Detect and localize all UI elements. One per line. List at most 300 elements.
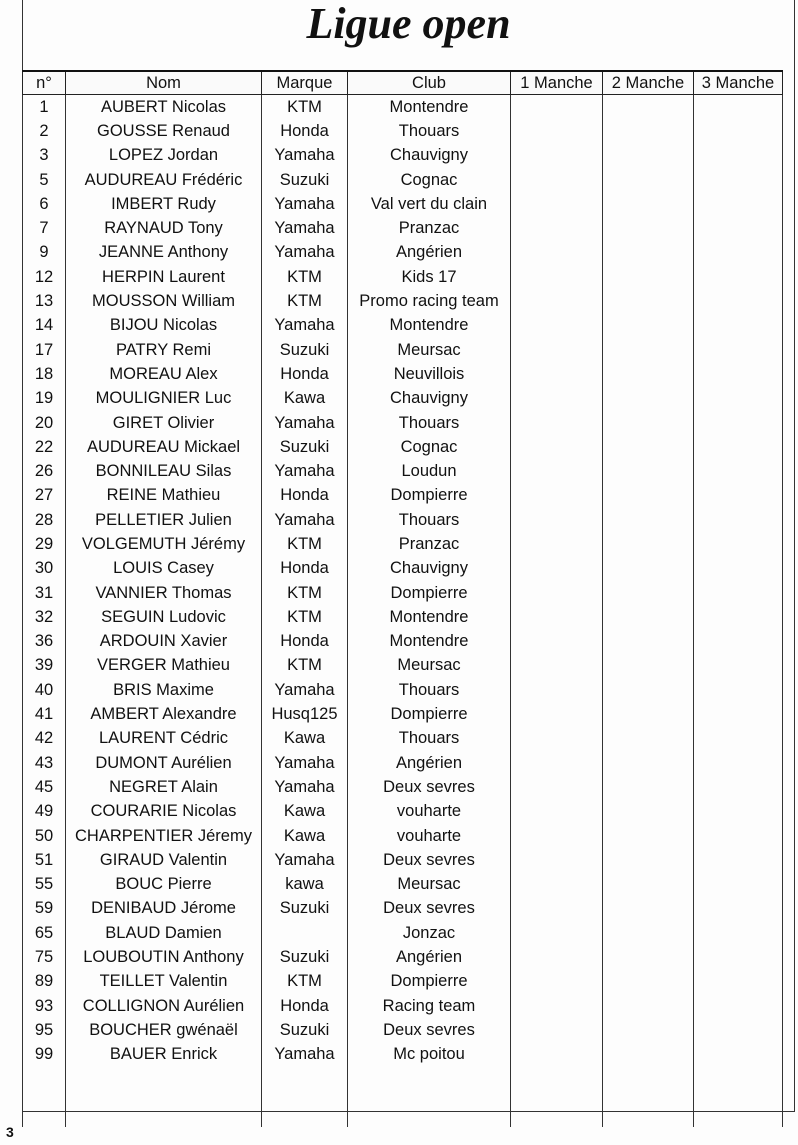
rider-brand: Yamaha — [262, 411, 348, 435]
manche-2-result — [603, 945, 694, 969]
rider-number: 39 — [23, 654, 66, 678]
table-row — [23, 362, 783, 386]
manche-1-result — [511, 848, 603, 872]
table-row — [23, 873, 783, 897]
rider-brand: Kawa — [262, 387, 348, 411]
manche-1-result — [511, 411, 603, 435]
manche-3-result — [694, 216, 783, 240]
manche-3-result — [694, 192, 783, 216]
manche-2-result — [603, 605, 694, 629]
rider-club: Montendre — [348, 605, 511, 629]
rider-brand: KTM — [262, 654, 348, 678]
rider-brand: Husq125 — [262, 702, 348, 726]
rider-club: Thouars — [348, 678, 511, 702]
table-row — [23, 775, 783, 799]
rider-number: 30 — [23, 557, 66, 581]
manche-3-result — [694, 144, 783, 168]
manche-3-result — [694, 532, 783, 556]
manche-1-result — [511, 144, 603, 168]
manche-1-result — [511, 581, 603, 605]
manche-1-result — [511, 338, 603, 362]
manche-2-result — [603, 824, 694, 848]
rider-brand: Yamaha — [262, 459, 348, 483]
rider-name: COURARIE Nicolas — [66, 800, 262, 824]
rider-brand — [262, 921, 348, 945]
page-number: 3 — [6, 1124, 14, 1140]
rider-number: 89 — [23, 970, 66, 994]
rider-number: 19 — [23, 387, 66, 411]
manche-3-result — [694, 362, 783, 386]
rider-brand: Yamaha — [262, 678, 348, 702]
manche-1-result — [511, 1043, 603, 1067]
manche-3-result — [694, 1043, 783, 1067]
manche-3-result — [694, 945, 783, 969]
table-row — [23, 678, 783, 702]
rider-club: Meursac — [348, 873, 511, 897]
manche-1-result — [511, 119, 603, 143]
rider-name: AMBERT Alexandre — [66, 702, 262, 726]
manche-1-result — [511, 994, 603, 1018]
rider-name: LAURENT Cédric — [66, 727, 262, 751]
rider-brand: kawa — [262, 873, 348, 897]
manche-3-result — [694, 338, 783, 362]
rider-club: Val vert du clain — [348, 192, 511, 216]
rider-name: AUDUREAU Frédéric — [66, 168, 262, 192]
rider-name: BRIS Maxime — [66, 678, 262, 702]
rider-brand: Yamaha — [262, 775, 348, 799]
manche-3-result — [694, 435, 783, 459]
rider-name: VOLGEMUTH Jérémy — [66, 532, 262, 556]
rider-name: REINE Mathieu — [66, 484, 262, 508]
rider-number: 75 — [23, 945, 66, 969]
rider-number: 95 — [23, 1018, 66, 1042]
manche-2-result — [603, 168, 694, 192]
rider-number: 49 — [23, 800, 66, 824]
rider-club: Angérien — [348, 751, 511, 775]
rider-club: Promo racing team — [348, 289, 511, 313]
rider-name: BONNILEAU Silas — [66, 459, 262, 483]
rider-name: DUMONT Aurélien — [66, 751, 262, 775]
manche-1-result — [511, 970, 603, 994]
manche-2-result — [603, 848, 694, 872]
manche-2-result — [603, 1018, 694, 1042]
rider-club: Dompierre — [348, 702, 511, 726]
rider-number: 12 — [23, 265, 66, 289]
manche-1-result — [511, 775, 603, 799]
rider-name: DENIBAUD Jérome — [66, 897, 262, 921]
table-row — [23, 484, 783, 508]
manche-2-result — [603, 508, 694, 532]
empty-cell — [511, 1067, 603, 1127]
rider-number: 5 — [23, 168, 66, 192]
table-row — [23, 532, 783, 556]
manche-3-result — [694, 508, 783, 532]
manche-3-result — [694, 241, 783, 265]
manche-3-result — [694, 1018, 783, 1042]
rider-name: TEILLET Valentin — [66, 970, 262, 994]
manche-2-result — [603, 338, 694, 362]
rider-club: Deux sevres — [348, 775, 511, 799]
rider-number: 93 — [23, 994, 66, 1018]
manche-3-result — [694, 702, 783, 726]
header-manche-3: 3 Manche — [694, 71, 783, 95]
empty-cell — [348, 1067, 511, 1127]
manche-3-result — [694, 265, 783, 289]
manche-2-result — [603, 557, 694, 581]
rider-club: Montendre — [348, 95, 511, 120]
rider-number: 1 — [23, 95, 66, 120]
header-manche-1: 1 Manche — [511, 71, 603, 95]
manche-2-result — [603, 484, 694, 508]
rider-name: BOUCHER gwénaël — [66, 1018, 262, 1042]
table-row — [23, 119, 783, 143]
table-row — [23, 338, 783, 362]
manche-3-result — [694, 168, 783, 192]
manche-1-result — [511, 824, 603, 848]
manche-2-result — [603, 1043, 694, 1067]
table-row — [23, 605, 783, 629]
rider-club: Neuvillois — [348, 362, 511, 386]
rider-name: LOUIS Casey — [66, 557, 262, 581]
table-row — [23, 1043, 783, 1067]
rider-number: 36 — [23, 630, 66, 654]
manche-2-result — [603, 678, 694, 702]
rider-brand: Suzuki — [262, 338, 348, 362]
manche-2-result — [603, 654, 694, 678]
manche-3-result — [694, 775, 783, 799]
rider-club: Loudun — [348, 459, 511, 483]
rider-club: Deux sevres — [348, 1018, 511, 1042]
table-row — [23, 459, 783, 483]
rider-brand: Suzuki — [262, 945, 348, 969]
rider-brand: Honda — [262, 557, 348, 581]
manche-3-result — [694, 824, 783, 848]
table-row — [23, 1018, 783, 1042]
manche-1-result — [511, 241, 603, 265]
rider-number: 17 — [23, 338, 66, 362]
manche-1-result — [511, 362, 603, 386]
table-row — [23, 921, 783, 945]
manche-1-result — [511, 727, 603, 751]
rider-brand: Honda — [262, 630, 348, 654]
rider-number: 9 — [23, 241, 66, 265]
rider-name: BOUC Pierre — [66, 873, 262, 897]
manche-2-result — [603, 387, 694, 411]
table-row — [23, 702, 783, 726]
rider-club: Dompierre — [348, 970, 511, 994]
rider-number: 59 — [23, 897, 66, 921]
manche-2-result — [603, 532, 694, 556]
manche-1-result — [511, 605, 603, 629]
table-row — [23, 241, 783, 265]
manche-1-result — [511, 873, 603, 897]
rider-club: Pranzac — [348, 532, 511, 556]
rider-club: Mc poitou — [348, 1043, 511, 1067]
manche-1-result — [511, 289, 603, 313]
rider-brand: Suzuki — [262, 435, 348, 459]
rider-club: Chauvigny — [348, 557, 511, 581]
manche-2-result — [603, 144, 694, 168]
rider-name: AUDUREAU Mickael — [66, 435, 262, 459]
manche-3-result — [694, 387, 783, 411]
rider-brand: Yamaha — [262, 508, 348, 532]
rider-brand: KTM — [262, 532, 348, 556]
manche-3-result — [694, 873, 783, 897]
manche-1-result — [511, 1018, 603, 1042]
rider-number: 7 — [23, 216, 66, 240]
manche-2-result — [603, 435, 694, 459]
rider-number: 28 — [23, 508, 66, 532]
rider-club: Angérien — [348, 945, 511, 969]
manche-3-result — [694, 411, 783, 435]
rider-number: 45 — [23, 775, 66, 799]
rider-brand: Kawa — [262, 824, 348, 848]
manche-3-result — [694, 654, 783, 678]
manche-2-result — [603, 119, 694, 143]
manche-1-result — [511, 678, 603, 702]
rider-brand: Yamaha — [262, 848, 348, 872]
manche-1-result — [511, 897, 603, 921]
manche-2-result — [603, 630, 694, 654]
manche-3-result — [694, 751, 783, 775]
rider-name: JEANNE Anthony — [66, 241, 262, 265]
table-row — [23, 314, 783, 338]
table-row — [23, 751, 783, 775]
rider-number: 6 — [23, 192, 66, 216]
manche-1-result — [511, 921, 603, 945]
table-empty-space — [23, 1067, 783, 1127]
empty-cell — [603, 1067, 694, 1127]
manche-2-result — [603, 994, 694, 1018]
rider-number: 3 — [23, 144, 66, 168]
rider-brand: Suzuki — [262, 168, 348, 192]
rider-name: NEGRET Alain — [66, 775, 262, 799]
rider-club: Angérien — [348, 241, 511, 265]
rider-name: MOREAU Alex — [66, 362, 262, 386]
rider-name: RAYNAUD Tony — [66, 216, 262, 240]
rider-number: 51 — [23, 848, 66, 872]
table-row — [23, 508, 783, 532]
manche-3-result — [694, 630, 783, 654]
rider-number: 18 — [23, 362, 66, 386]
rider-brand: Honda — [262, 484, 348, 508]
manche-2-result — [603, 873, 694, 897]
manche-3-result — [694, 557, 783, 581]
table-header-row — [23, 71, 783, 95]
rider-name: SEGUIN Ludovic — [66, 605, 262, 629]
manche-3-result — [694, 897, 783, 921]
table-row — [23, 192, 783, 216]
table-row — [23, 945, 783, 969]
manche-1-result — [511, 459, 603, 483]
manche-2-result — [603, 727, 694, 751]
manche-2-result — [603, 289, 694, 313]
rider-club: Meursac — [348, 654, 511, 678]
header-manche-2: 2 Manche — [603, 71, 694, 95]
empty-cell — [694, 1067, 783, 1127]
rider-number: 20 — [23, 411, 66, 435]
table-row — [23, 387, 783, 411]
table-row — [23, 216, 783, 240]
rider-name: LOPEZ Jordan — [66, 144, 262, 168]
rider-club: Montendre — [348, 314, 511, 338]
rider-number: 32 — [23, 605, 66, 629]
rider-name: GIRAUD Valentin — [66, 848, 262, 872]
manche-1-result — [511, 508, 603, 532]
manche-2-result — [603, 95, 694, 120]
manche-3-result — [694, 994, 783, 1018]
rider-name: LOUBOUTIN Anthony — [66, 945, 262, 969]
manche-3-result — [694, 848, 783, 872]
rider-name: PELLETIER Julien — [66, 508, 262, 532]
manche-1-result — [511, 168, 603, 192]
rider-club: Thouars — [348, 119, 511, 143]
rider-brand: Kawa — [262, 727, 348, 751]
table-row — [23, 824, 783, 848]
manche-1-result — [511, 751, 603, 775]
manche-1-result — [511, 484, 603, 508]
rider-club: Deux sevres — [348, 897, 511, 921]
rider-name: VANNIER Thomas — [66, 581, 262, 605]
rider-brand: Yamaha — [262, 751, 348, 775]
manche-2-result — [603, 581, 694, 605]
table-row — [23, 411, 783, 435]
rider-brand: KTM — [262, 970, 348, 994]
empty-cell — [66, 1067, 262, 1127]
rider-club: Montendre — [348, 630, 511, 654]
rider-club: Thouars — [348, 411, 511, 435]
manche-1-result — [511, 557, 603, 581]
rider-number: 2 — [23, 119, 66, 143]
table-row — [23, 581, 783, 605]
rider-brand: Yamaha — [262, 1043, 348, 1067]
rider-brand: Yamaha — [262, 216, 348, 240]
rider-club: Thouars — [348, 508, 511, 532]
table-row — [23, 557, 783, 581]
manche-2-result — [603, 241, 694, 265]
rider-number: 42 — [23, 727, 66, 751]
manche-3-result — [694, 459, 783, 483]
rider-brand: KTM — [262, 605, 348, 629]
rider-name: PATRY Remi — [66, 338, 262, 362]
manche-1-result — [511, 387, 603, 411]
manche-3-result — [694, 289, 783, 313]
rider-club: Dompierre — [348, 484, 511, 508]
rider-number: 55 — [23, 873, 66, 897]
manche-2-result — [603, 216, 694, 240]
rider-name: BAUER Enrick — [66, 1043, 262, 1067]
rider-club: Meursac — [348, 338, 511, 362]
manche-3-result — [694, 484, 783, 508]
manche-1-result — [511, 800, 603, 824]
rider-brand: Kawa — [262, 800, 348, 824]
table-row — [23, 435, 783, 459]
table-row — [23, 654, 783, 678]
table-row — [23, 970, 783, 994]
rider-number: 99 — [23, 1043, 66, 1067]
results-table — [22, 70, 783, 1127]
rider-club: vouharte — [348, 824, 511, 848]
manche-3-result — [694, 678, 783, 702]
rider-brand: Suzuki — [262, 1018, 348, 1042]
table-row — [23, 289, 783, 313]
rider-brand: Yamaha — [262, 241, 348, 265]
rider-club: Pranzac — [348, 216, 511, 240]
manche-2-result — [603, 921, 694, 945]
manche-1-result — [511, 532, 603, 556]
rider-name: GOUSSE Renaud — [66, 119, 262, 143]
manche-1-result — [511, 702, 603, 726]
manche-3-result — [694, 970, 783, 994]
manche-1-result — [511, 654, 603, 678]
table-row — [23, 727, 783, 751]
table-row — [23, 994, 783, 1018]
rider-brand: KTM — [262, 289, 348, 313]
rider-number: 50 — [23, 824, 66, 848]
rider-club: Chauvigny — [348, 387, 511, 411]
rider-name: VERGER Mathieu — [66, 654, 262, 678]
manche-1-result — [511, 630, 603, 654]
rider-brand: Honda — [262, 119, 348, 143]
rider-number: 26 — [23, 459, 66, 483]
rider-brand: Suzuki — [262, 897, 348, 921]
page-title: Ligue open — [306, 0, 511, 48]
header-name: Nom — [66, 71, 262, 95]
table-row — [23, 630, 783, 654]
rider-number: 31 — [23, 581, 66, 605]
manche-2-result — [603, 970, 694, 994]
header-club: Club — [348, 71, 511, 95]
header-brand: Marque — [262, 71, 348, 95]
manche-2-result — [603, 800, 694, 824]
manche-2-result — [603, 702, 694, 726]
manche-1-result — [511, 95, 603, 120]
rider-number: 43 — [23, 751, 66, 775]
manche-3-result — [694, 581, 783, 605]
manche-3-result — [694, 119, 783, 143]
table-row — [23, 848, 783, 872]
rider-club: Thouars — [348, 727, 511, 751]
manche-3-result — [694, 800, 783, 824]
manche-2-result — [603, 314, 694, 338]
manche-1-result — [511, 216, 603, 240]
rider-name: ARDOUIN Xavier — [66, 630, 262, 654]
rider-number: 41 — [23, 702, 66, 726]
rider-brand: Yamaha — [262, 192, 348, 216]
rider-name: GIRET Olivier — [66, 411, 262, 435]
manche-3-result — [694, 95, 783, 120]
rider-club: Chauvigny — [348, 144, 511, 168]
manche-2-result — [603, 897, 694, 921]
table-row — [23, 800, 783, 824]
rider-brand: Honda — [262, 362, 348, 386]
rider-club: Dompierre — [348, 581, 511, 605]
rider-brand: KTM — [262, 95, 348, 120]
rider-brand: KTM — [262, 581, 348, 605]
rider-name: CHARPENTIER Jéremy — [66, 824, 262, 848]
manche-1-result — [511, 435, 603, 459]
rider-number: 29 — [23, 532, 66, 556]
rider-brand: Yamaha — [262, 144, 348, 168]
manche-2-result — [603, 751, 694, 775]
manche-1-result — [511, 945, 603, 969]
manche-3-result — [694, 605, 783, 629]
header-number: n° — [23, 71, 66, 95]
empty-cell — [23, 1067, 66, 1127]
manche-1-result — [511, 314, 603, 338]
rider-club: Cognac — [348, 435, 511, 459]
rider-brand: Yamaha — [262, 314, 348, 338]
